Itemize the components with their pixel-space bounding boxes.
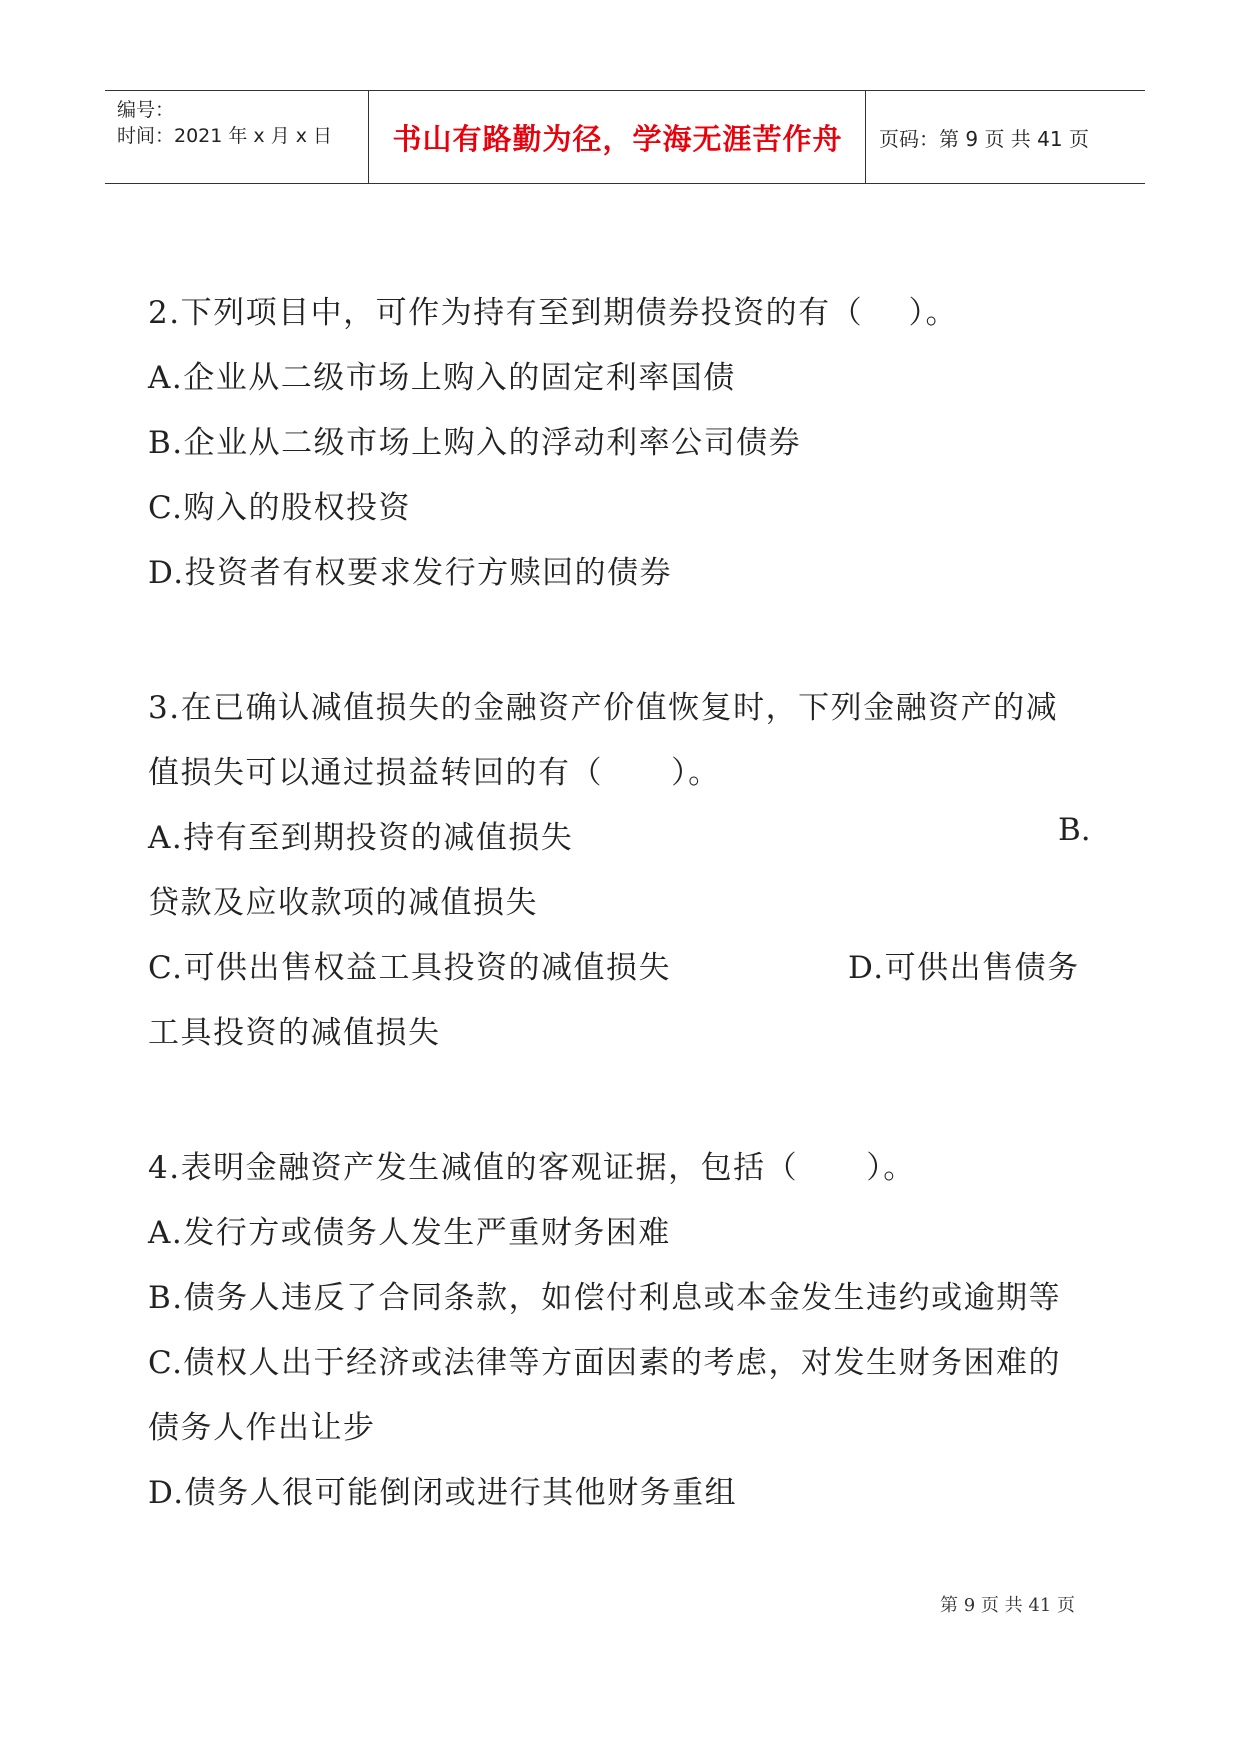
q3-option-d-cont: 工具投资的减值损失 bbox=[148, 1015, 441, 1051]
q2-option-a: A.企业从二级市场上购入的固定利率国债 bbox=[148, 360, 736, 396]
header-left-cell bbox=[105, 91, 369, 183]
q3-option-b-label: B. bbox=[1058, 812, 1091, 848]
header-motto-cell bbox=[370, 91, 866, 183]
q4-option-a: A.发行方或债务人发生严重财务困难 bbox=[148, 1215, 671, 1251]
q3-option-b-text: 贷款及应收款项的减值损失 bbox=[148, 885, 538, 921]
page-footer: 第 9 页 共 41 页 bbox=[940, 1595, 1075, 1616]
time-label: 时间：2021 年 x 月 x 日 bbox=[117, 125, 333, 147]
q2-option-d: D.投资者有权要求发行方赎回的债券 bbox=[148, 555, 673, 591]
q4-option-c-line2: 债务人作出让步 bbox=[148, 1410, 376, 1446]
q3-option-a: A.持有至到期投资的减值损失 bbox=[148, 820, 574, 856]
header-page-cell bbox=[867, 91, 1145, 183]
q4-option-b: B.债务人违反了合同条款，如偿付利息或本金发生违约或逾期等 bbox=[148, 1280, 1062, 1316]
q4-option-c-line1: C.债权人出于经济或法律等方面因素的考虑，对发生财务困难的 bbox=[148, 1345, 1061, 1381]
q4-stem: 4.表明金融资产发生减值的客观证据，包括（ ）。 bbox=[148, 1150, 916, 1186]
q2-stem: 2.下列项目中，可作为持有至到期债券投资的有（ ）。 bbox=[148, 295, 958, 331]
q3-stem-line1: 3.在已确认减值损失的金融资产价值恢复时，下列金融资产的减 bbox=[148, 690, 1059, 726]
q4-option-d: D.债务人很可能倒闭或进行其他财务重组 bbox=[148, 1475, 738, 1511]
number-label: 编号： bbox=[117, 99, 175, 121]
page-code: 页码：第 9 页 共 41 页 bbox=[879, 126, 1089, 151]
q3-option-d-start: D.可供出售债务 bbox=[848, 950, 1080, 986]
q3-option-c: C.可供出售权益工具投资的减值损失 bbox=[148, 950, 671, 986]
document-header bbox=[105, 90, 1145, 184]
q2-option-b: B.企业从二级市场上购入的浮动利率公司债券 bbox=[148, 425, 802, 461]
q3-stem-line2: 值损失可以通过损益转回的有（ ）。 bbox=[148, 755, 721, 791]
q2-option-c: C.购入的股权投资 bbox=[148, 490, 411, 526]
motto-text: 书山有路勤为径，学海无涯苦作舟 bbox=[392, 121, 843, 156]
